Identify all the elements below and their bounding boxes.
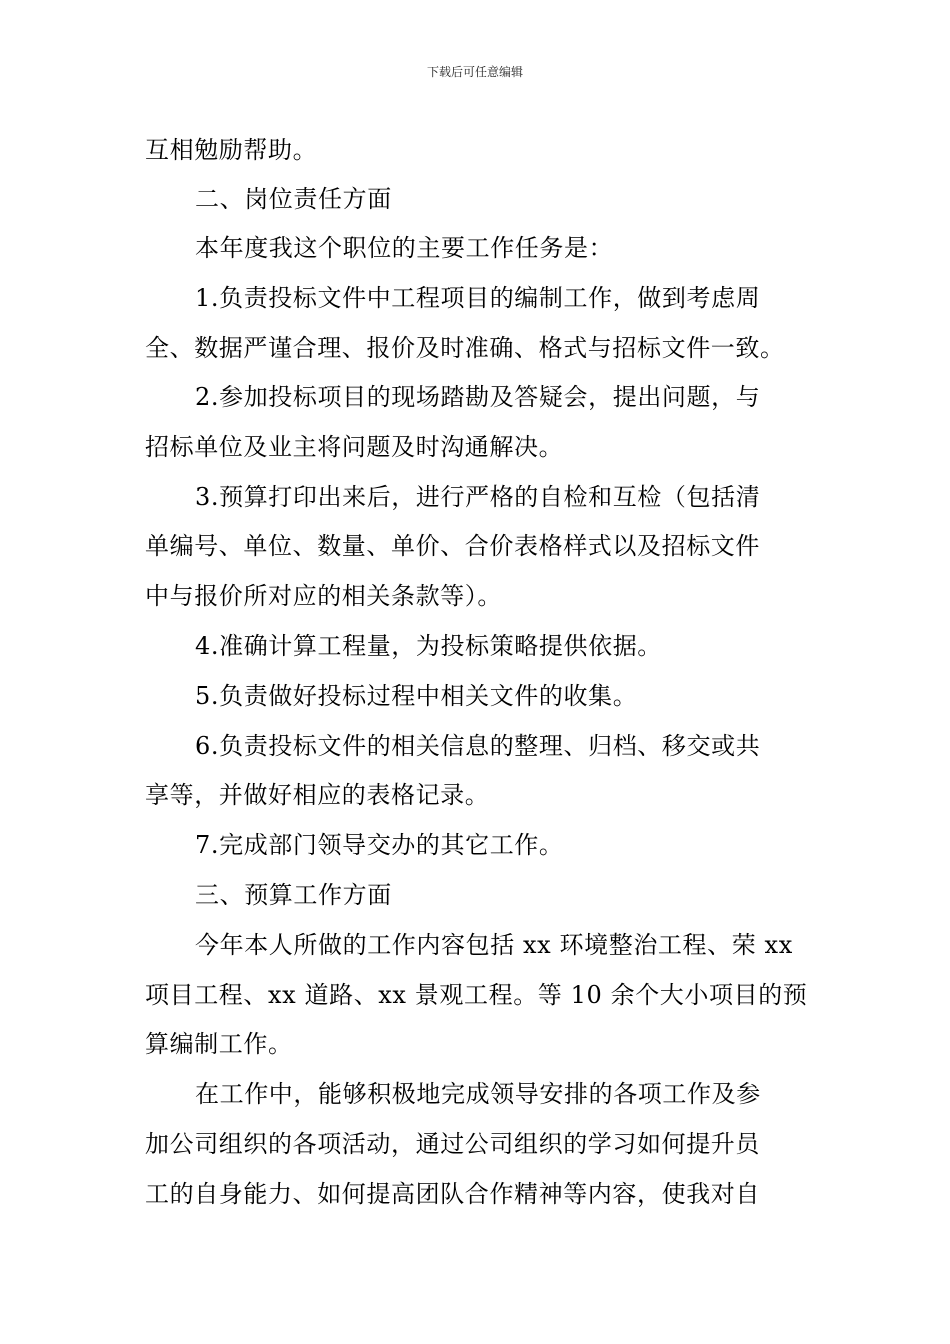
list-item: 1.负责投标文件中工程项目的编制工作，做到考虑周 xyxy=(195,284,761,312)
text-line: 单编号、单位、数量、单价、合价表格样式以及招标文件 xyxy=(145,532,760,560)
text-line: 互相勉励帮助。 xyxy=(145,136,318,164)
list-item: 7.完成部门领导交办的其它工作。 xyxy=(195,831,564,859)
text-line: 在工作中，能够积极地完成领导安排的各项工作及参 xyxy=(195,1080,761,1108)
text-line: 加公司组织的各项活动，通过公司组织的学习如何提升员 xyxy=(145,1130,760,1158)
text-line: 工的自身能力、如何提高团队合作精神等内容，使我对自 xyxy=(145,1180,760,1208)
text-line: 全、数据严谨合理、报价及时准确、格式与招标文件一致。 xyxy=(145,334,785,362)
list-item: 5.负责做好投标过程中相关文件的收集。 xyxy=(195,682,638,710)
text-line: 招标单位及业主将问题及时沟通解决。 xyxy=(145,433,564,461)
text-line: 享等，并做好相应的表格记录。 xyxy=(145,781,490,809)
text-line: 算编制工作。 xyxy=(145,1030,293,1058)
page-header: 下载后可任意编辑 xyxy=(426,65,523,79)
text-line: 中与报价所对应的相关条款等）。 xyxy=(145,582,502,610)
list-item: 4.准确计算工程量，为投标策略提供依据。 xyxy=(195,632,662,660)
section-heading: 二、岗位责任方面 xyxy=(195,185,392,213)
list-item: 2.参加投标项目的现场踏勘及答疑会，提出问题，与 xyxy=(195,383,761,411)
list-item: 6.负责投标文件的相关信息的整理、归档、移交或共 xyxy=(195,732,761,760)
text-line: 本年度我这个职位的主要工作任务是： xyxy=(195,234,614,262)
text-line: 项目工程、xx 道路、xx 景观工程。等 10 余个大小项目的预 xyxy=(145,981,808,1009)
text-line: 今年本人所做的工作内容包括 xx 环境整治工程、荣 xx xyxy=(195,931,793,959)
section-heading: 三、预算工作方面 xyxy=(195,881,392,909)
list-item: 3.预算打印出来后，进行严格的自检和互检（包括清 xyxy=(195,483,761,511)
